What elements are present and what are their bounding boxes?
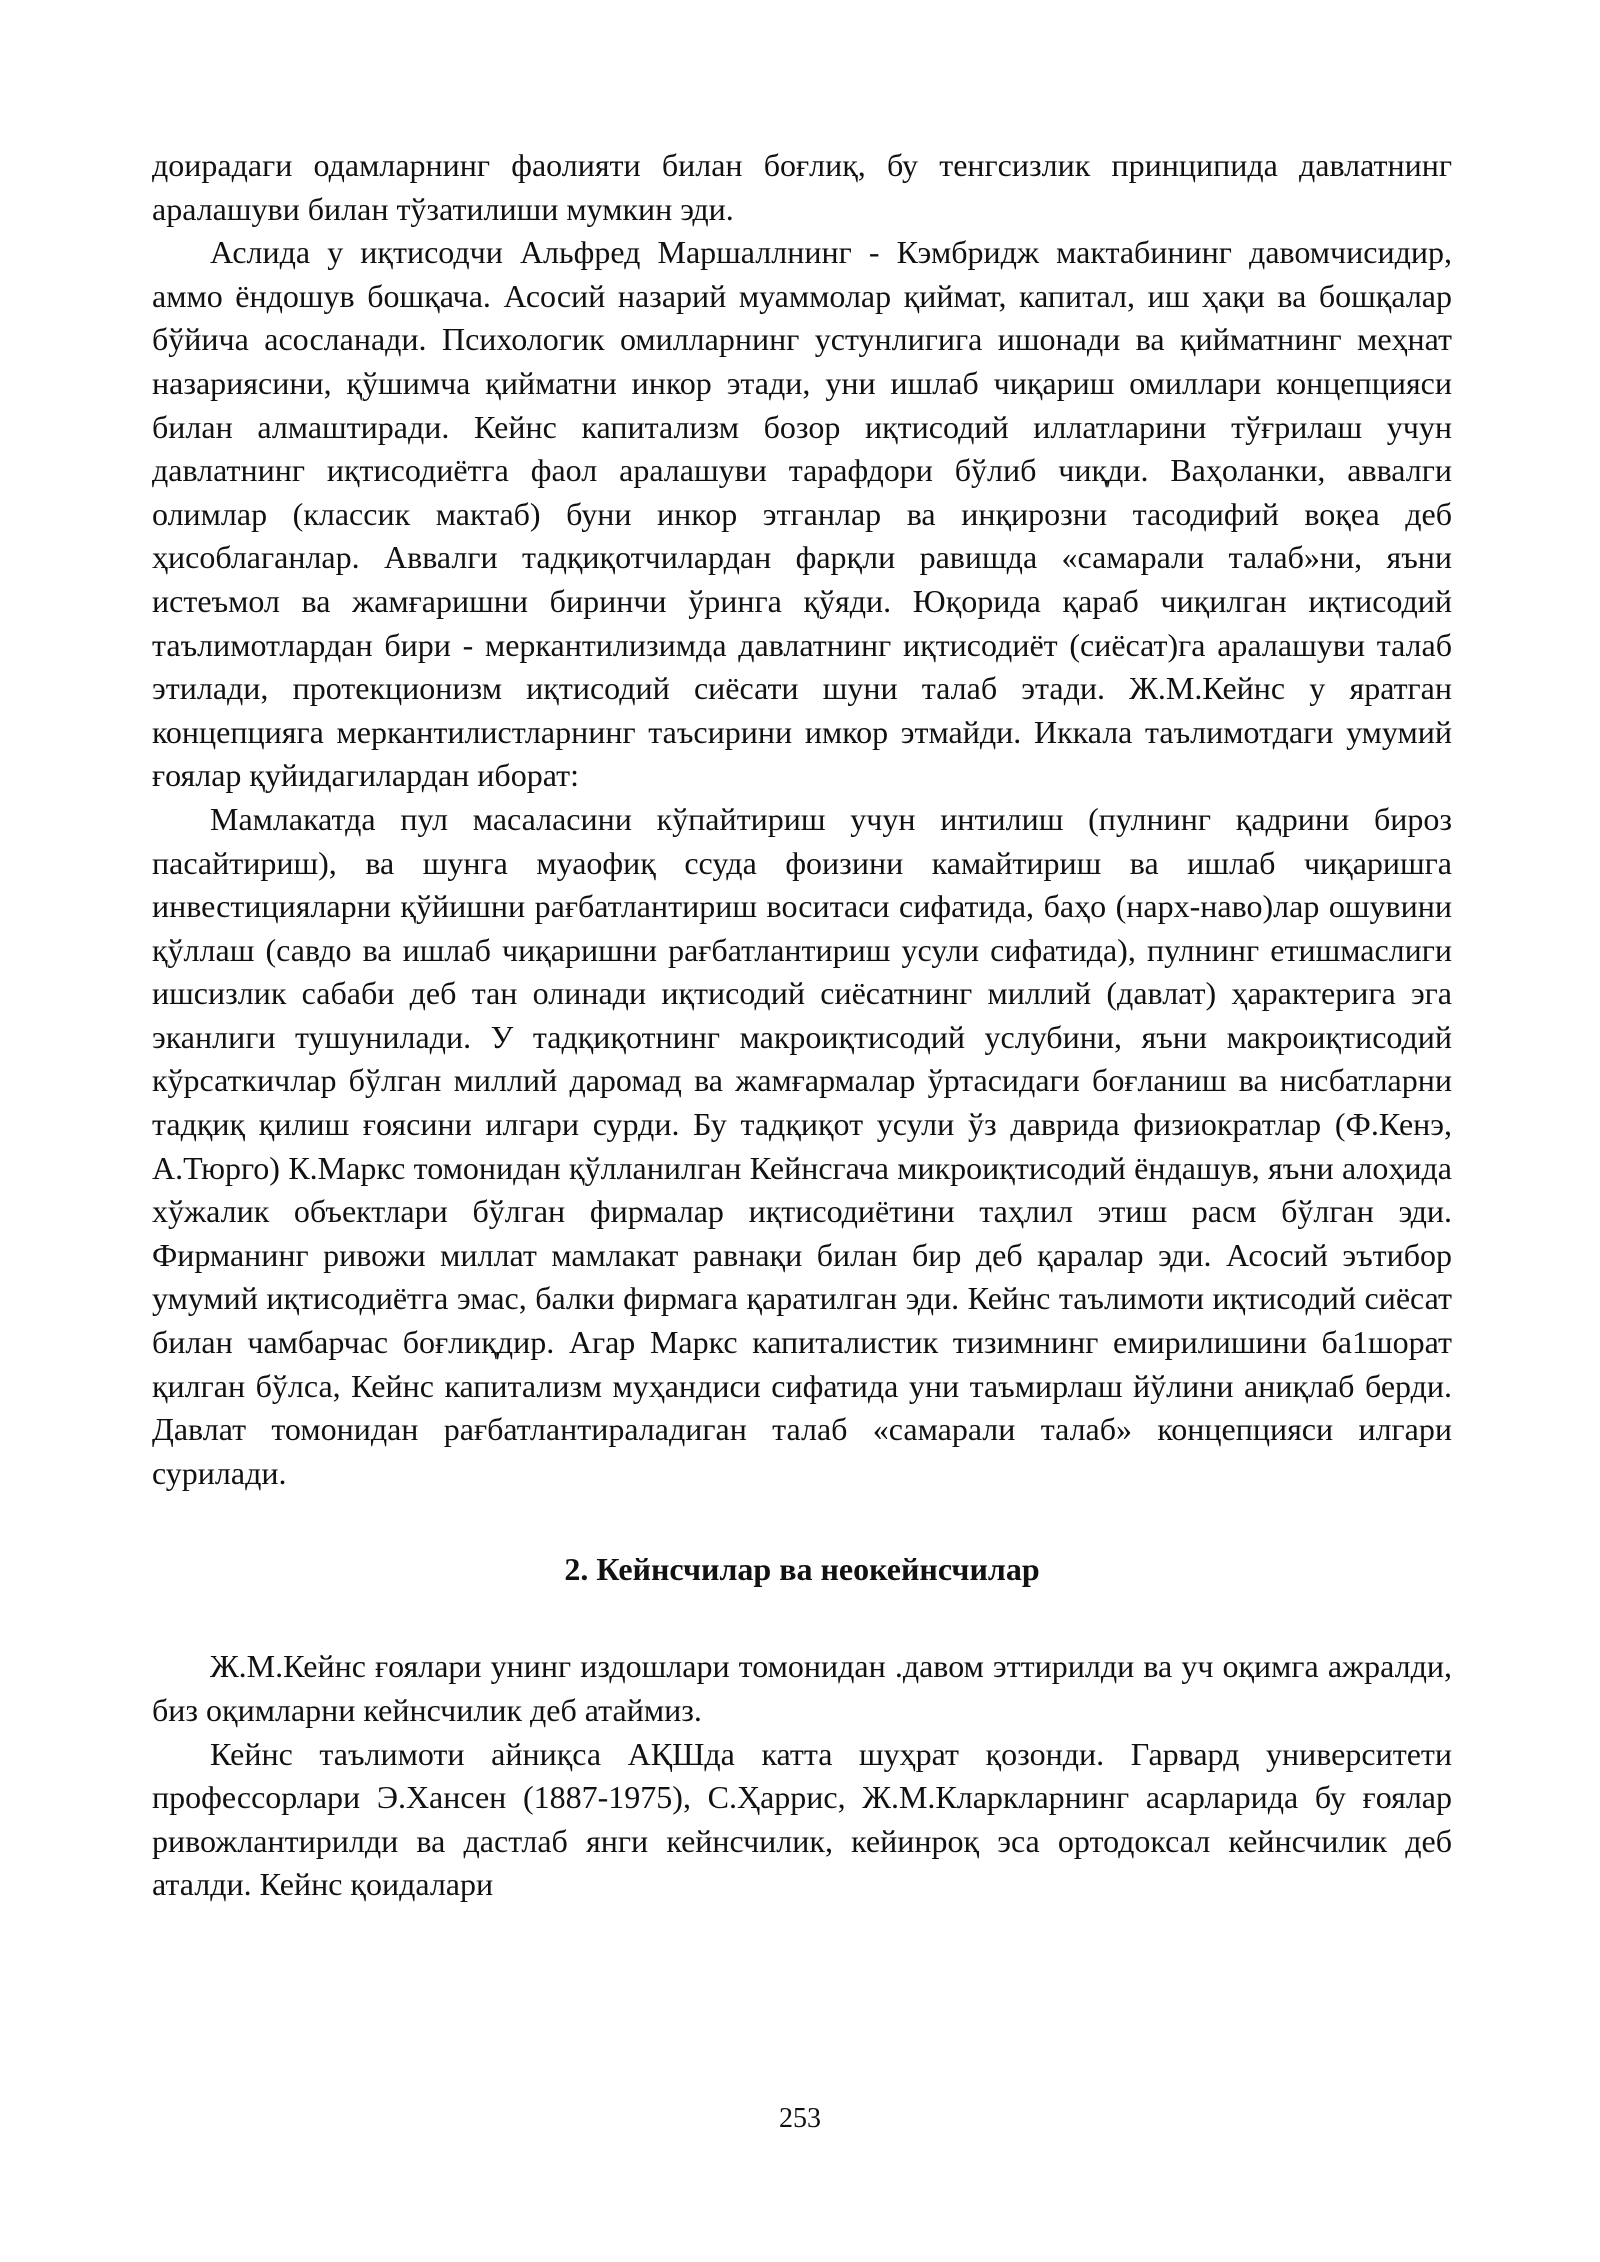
page-body: [152, 144, 1452, 1907]
paragraph-intro: доирадаги одамларнинг фаолияти билан боғлиқ, бу тенгсизлик принципида давлатнинг аралашуви билан тўзатилиши мумкин эди.: [152, 147, 1452, 227]
section-heading: 2. Кейнсчилар ва неокейнсчилар: [564, 1551, 1040, 1588]
paragraph-followers: Ж.М.Кейнс ғоялари унинг издошлари томонидан .давом эттирилди ва уч оқимга ажралди, биз оқимларни кейнсчилик деб атаймиз.: [152, 1648, 1452, 1728]
paragraph-common-ideas: Мамлакатда пул масаласини кўпайтириш учун интилиш (пулнинг қадрини бироз пасайтириш), ва шунга муаофиқ ссуда фоизини камайтириш ва ишлаб чиқаришга инвестицияларни қўйишни рағбатлантириш воситаси сифатида, баҳо (нарх-наво)лар ошувини қўллаш (савдо ва ишлаб чиқаришни рағбатлантириш усули сифатида), пулнинг етишмаслиги ишсизлик сабаби деб тан олинади иқтисодий сиёсатнинг миллий (давлат) ҳарактерига эга эканлиги тушунилади. У тадқиқотнинг макроиқтисодий услубини, яъни макроиқтисодий кўрсаткичлар бўлган миллий даромад ва жамғармалар ўртасидаги боғланиш ва нисбатларни тадқиқ қилиш ғоясини илгари сурди. Бу тадқиқот усули ўз даврида физиократлар (Ф.Кенэ, А.Тюрго) К.Маркс томонидан қўлланилган Кейнсгача микроиқтисодий ёндашув, яъни алоҳида хўжалик объектлари бўлган фирмалар иқтисодиётини таҳлил этиш расм бўлган эди. Фирманинг ривожи миллат мамлакат равнақи билан бир деб қаралар эди. Асосий эътибор умумий иқтисодиётга эмас, балки фирмага қаратилган эди. Кейнс таълимоти иқтисодий сиёсат билан чамбарчас боғлиқдир. Агар Маркс капиталистик тизимнинг емирилишини ба1шорат қилган бўлса, Кейнс капитализм муҳандиси сифатида уни таъмирлаш йўлини аниқлаб берди. Давлат томонидан рағбатлантираладиган талаб «самарали талаб» концепцияси илгари сурилади.: [152, 800, 1452, 1491]
paragraph-keynes-approach: Аслида у иқтисодчи Альфред Маршаллнинг - Кэмбридж мактабининг давомчисидир, аммо ёндошув бошқача. Асосий назарий муаммолар қиймат, капитал, иш ҳақи ва бошқалар бўйича асосланади. Психологик омилларнинг устунлигига ишонади ва қийматнинг меҳнат назариясини, қўшимча қийматни инкор этади, уни ишлаб чиқариш омиллари концепцияси билан алмаштиради. Кейнс капитализм бозор иқтисодий иллатларини тўғрилаш учун давлатнинг иқтисодиётга фаол аралашуви тарафдори бўлиб чиқди. Ваҳоланки, аввалги олимлар (классик мактаб) буни инкор этганлар ва инқирозни тасодифий воқеа деб ҳисоблаганлар. Аввалги тадқиқотчилардан фарқли равишда «самарали талаб»ни, яъни истеъмол ва жамғаришни биринчи ўринга қўяди. Юқорида қараб чиқилган иқтисодий таълимотлардан бири - меркантилизимда давлатнинг иқтисодиёт (сиёсат)га аралашуви талаб этилади, протекционизм иқтисодий сиёсати шуни талаб этади. Ж.М.Кейнс у яратган концепцияга меркантилистларнинг таъсирини имкор этмайди. Иккала таълимотдаги умумий ғоялар қуйидагилардан иборат:: [152, 234, 1452, 794]
page-number: 253: [779, 2103, 821, 2134]
paragraph-usa-keynesianism: Кейнс таълимоти айниқса АҚШда катта шуҳрат қозонди. Гарвард университети профессорлари Э.Хансен (1887-1975), С.Ҳаррис, Ж.М.Кларкларнинг асарларида бу ғоялар ривожлантирилди ва дастлаб янги кейнсчилик, кейинроқ эса ортодоксал кейнсчилик деб аталди. Кейнс қоидалари: [152, 1735, 1452, 1903]
